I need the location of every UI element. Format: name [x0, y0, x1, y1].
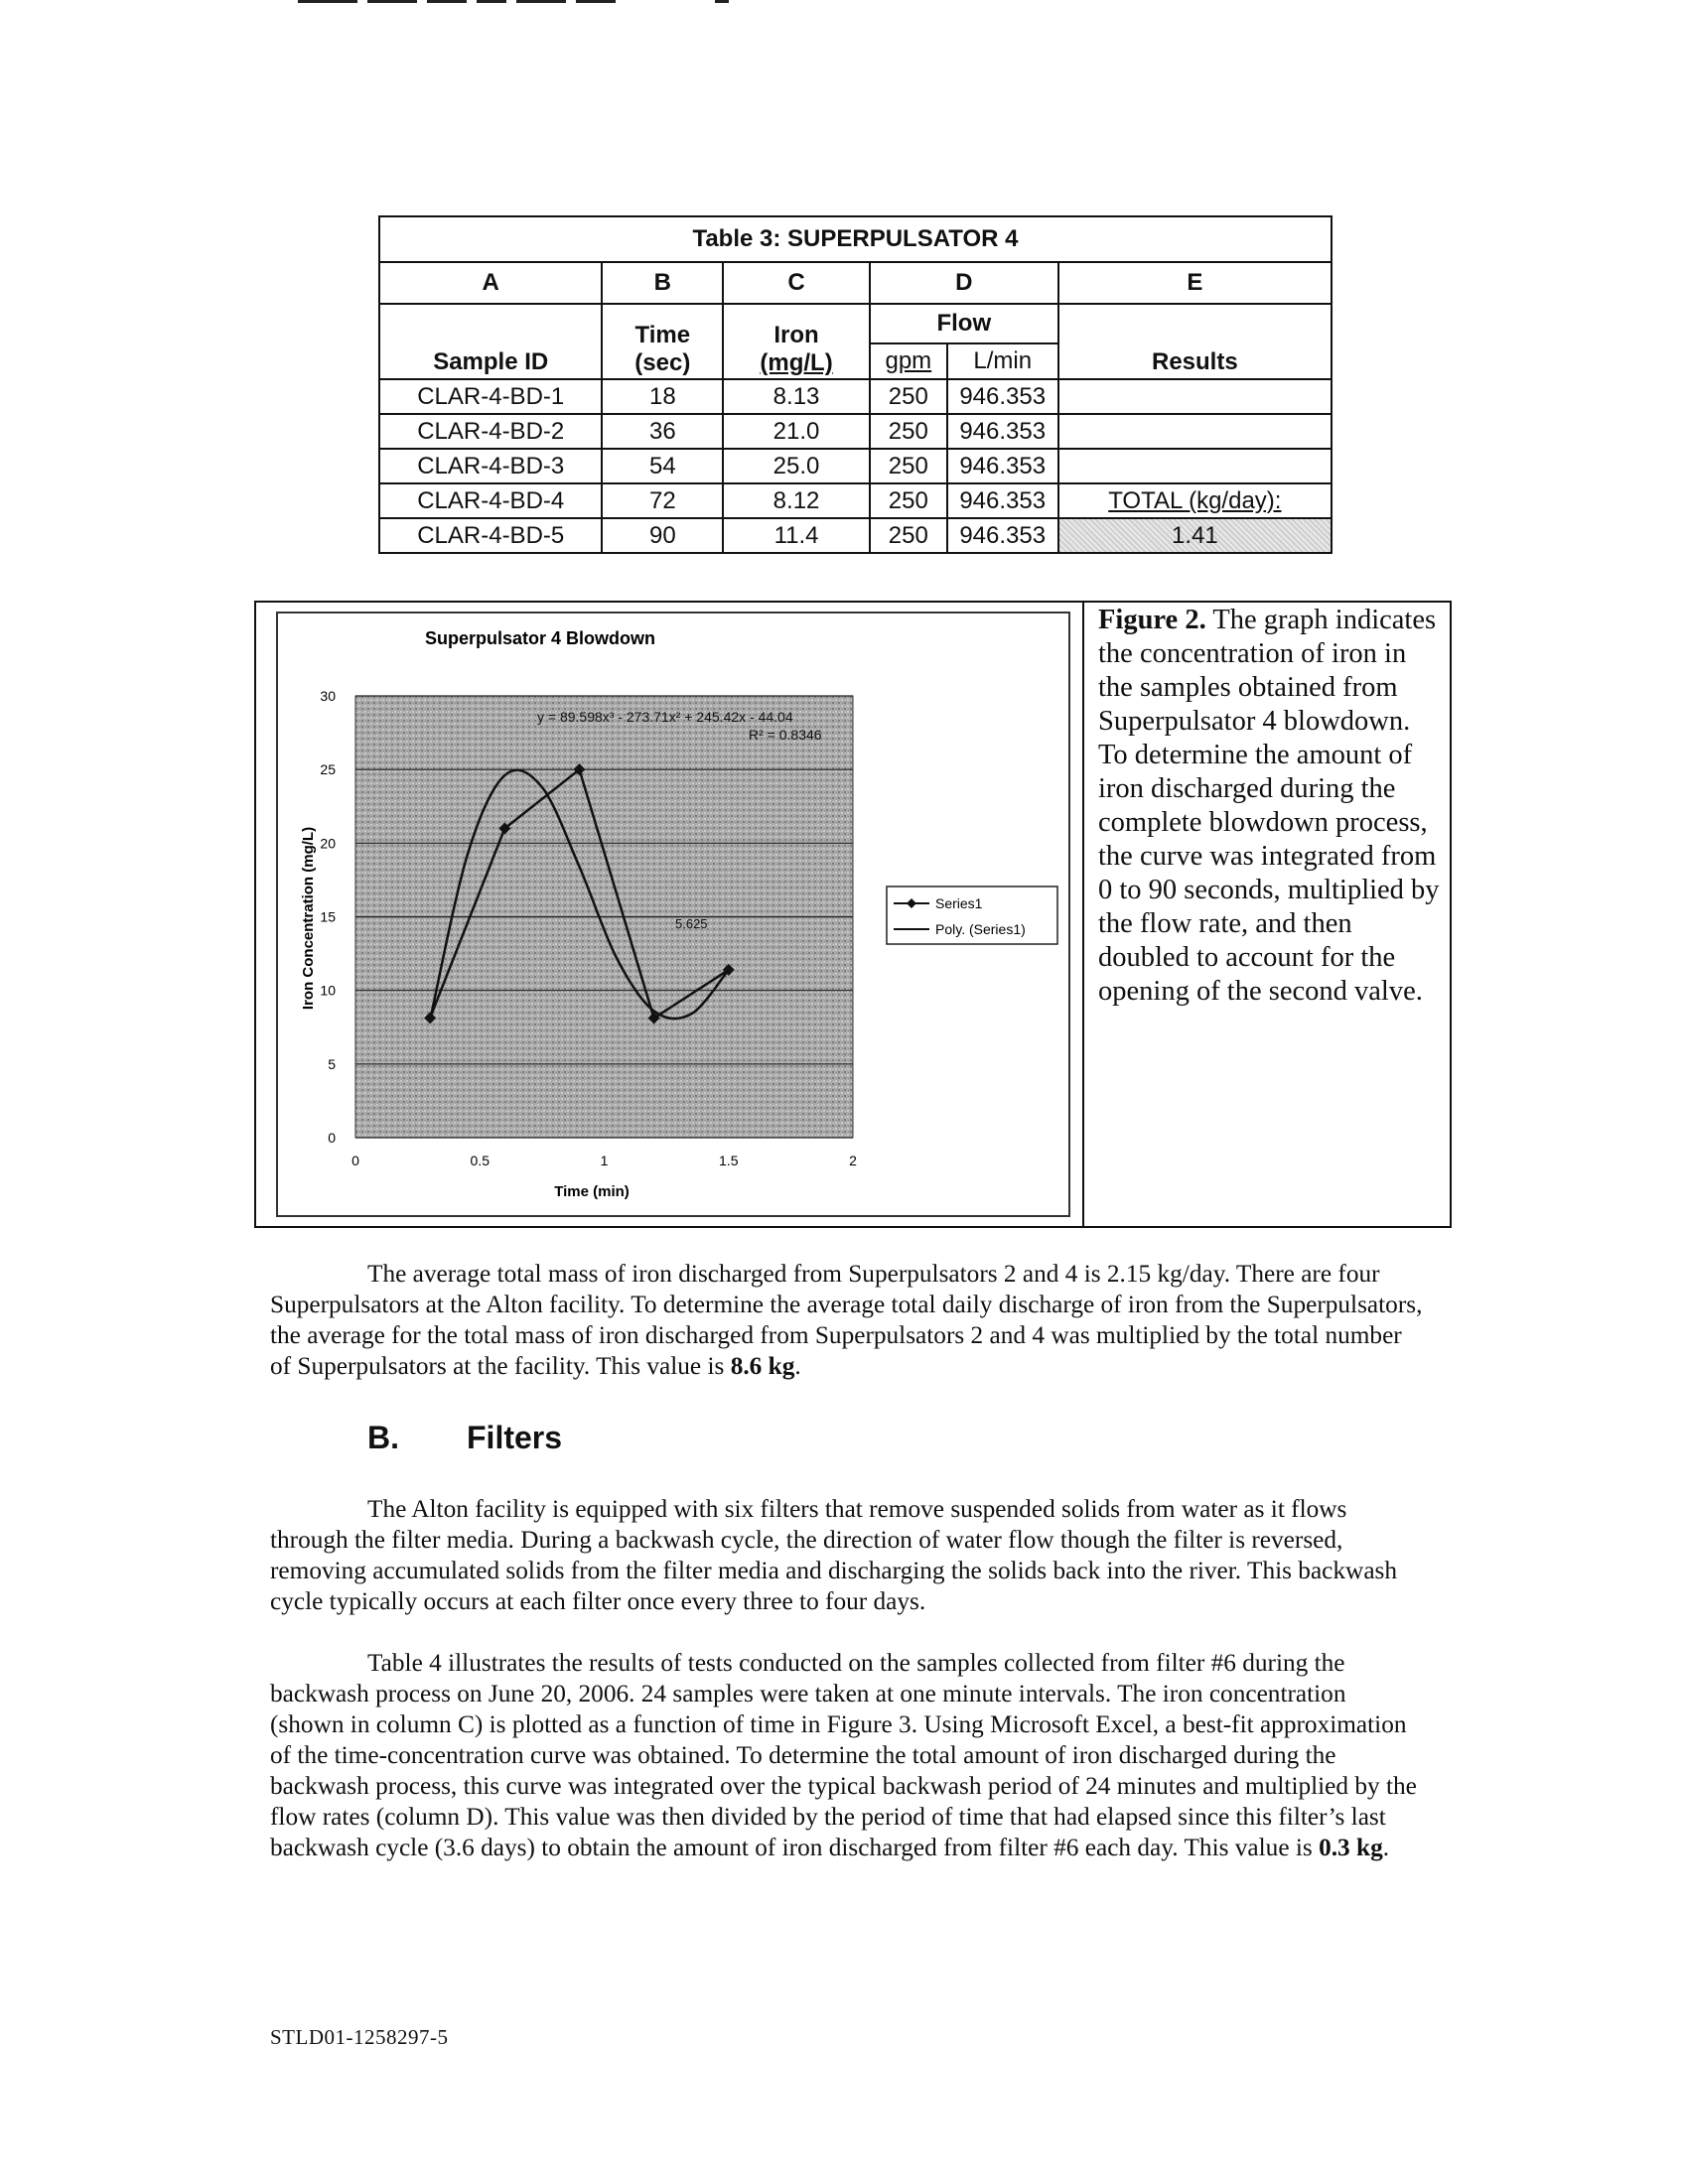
cell-time: 54 [602, 449, 723, 483]
y-tick-label: 20 [320, 835, 336, 852]
x-tick-label: 1.5 [719, 1153, 739, 1168]
y-tick-label: 5 [328, 1055, 336, 1072]
header-sample-id: Sample ID [379, 304, 602, 379]
paragraph-text: Table 4 illustrates the results of tests conducted on the samples collected from filter #6 during the backwash process on June 20, 2006. 24 samples were taken at one minute intervals. The iron concentration (shown in column C) is plotted as a function of time in Figure 3. Using Microsoft Excel, a best-fit approximation of the time-concentration curve was obtained. To determine the total amount of iron discharged during the backwash process, this curve was integrated over the typical backwash period of 24 minutes and multiplied by the flow rates (column D). This value was then divided by the period of time that had elapsed since this filter’s last backwash cycle (3.6 days) to obtain the amount of iron discharged from filter #6 each day. This value is [270, 1649, 1417, 1861]
cell-sample-id: CLAR-4-BD-5 [379, 518, 602, 553]
x-tick-label: 1 [600, 1153, 609, 1168]
cell-total-label: TOTAL (kg/day): [1058, 483, 1332, 518]
table-title: Table 3: SUPERPULSATOR 4 [379, 216, 1332, 262]
cell-iron: 8.13 [723, 379, 870, 414]
section-number: B. [367, 1420, 399, 1455]
column-letter-e: E [1058, 262, 1332, 304]
x-tick-label: 0 [351, 1153, 359, 1168]
footer-doc-id: STLD01-1258297-5 [270, 2025, 449, 2049]
cell-result [1058, 449, 1332, 483]
x-tick-label: 2 [849, 1153, 857, 1168]
chart-title: Superpulsator 4 Blowdown [424, 628, 656, 648]
x-tick-label: 0.5 [470, 1153, 490, 1168]
column-letter-a: A [379, 262, 602, 304]
cell-result [1058, 414, 1332, 449]
y-tick-label: 0 [328, 1130, 336, 1146]
header-time [602, 304, 723, 379]
table-row [379, 483, 1332, 518]
y-tick-label: 25 [320, 761, 336, 778]
cell-sample-id: CLAR-4-BD-2 [379, 414, 602, 449]
caption-text: The graph indicates the concentration of iron in the samples obtained from Superpulsator 4 blowdown. To determine the amount of iron discharged during the complete blowdown process, the curve was integrated from 0 to 90 seconds, multiplied by the flow rate, and then doubled to account for the opening of the second valve. [1098, 605, 1440, 1007]
cell-iron: 25.0 [723, 449, 870, 483]
cell-iron: 21.0 [723, 414, 870, 449]
paragraph-text: The Alton facility is equipped with six filters that remove suspended solids from water as it flows through the filter media. During a backwash cycle, the direction of water flow though the filter is reversed, removing accumulated solids from the filter media and discharging the solids back into the river. This backwash cycle typically occurs at each filter once every three to four days. [270, 1495, 1398, 1615]
cell-sample-id: CLAR-4-BD-1 [379, 379, 602, 414]
header-gpm: gpm [870, 343, 947, 379]
section-heading [367, 1420, 562, 1456]
cell-sample-id: CLAR-4-BD-4 [379, 483, 602, 518]
cell-time: 18 [602, 379, 723, 414]
cell-time: 72 [602, 483, 723, 518]
cell-lmin: 946.353 [947, 518, 1058, 553]
y-axis-label: Iron Concentration (mg/L) [300, 826, 317, 1011]
cell-iron: 11.4 [723, 518, 870, 553]
paragraph-average-mass [270, 1259, 1424, 1382]
paragraph-text: The average total mass of iron discharged from Superpulsators 2 and 4 is 2.15 kg/day. There are four Superpulsators at the Alton facility. To determine the average total daily discharge of iron from the Superpulsators, the average for the total mass of iron discharged from Superpulsators 2 and 4 was multiplied by the total number of Superpulsators at the facility. This value is [270, 1260, 1423, 1380]
trendline-equation: y = 89.598x³ - 273.71x² + 245.42x - 44.04 [537, 709, 793, 725]
header-iron [723, 304, 870, 379]
bold-value: 8.6 kg [730, 1352, 795, 1380]
cell-gpm: 250 [870, 483, 947, 518]
bold-value: 0.3 kg [1319, 1834, 1383, 1861]
x-axis-label: Time (min) [554, 1183, 630, 1200]
header-lmin: L/min [947, 343, 1058, 379]
column-letter-d: D [870, 262, 1058, 304]
paragraph-end: . [794, 1352, 801, 1380]
paragraph-end: . [1382, 1834, 1390, 1861]
header-iron-line1: Iron [773, 322, 819, 348]
iron-concentration-chart [254, 601, 1078, 1226]
cell-sample-id: CLAR-4-BD-3 [379, 449, 602, 483]
table-row [379, 518, 1332, 553]
table-3 [378, 215, 1333, 554]
cell-lmin: 946.353 [947, 449, 1058, 483]
cell-gpm: 250 [870, 518, 947, 553]
chart-annotation: 5.625 [675, 916, 708, 931]
column-letter-c: C [723, 262, 870, 304]
table-row [379, 414, 1332, 449]
column-letter-b: B [602, 262, 723, 304]
legend-series1: Series1 [935, 895, 983, 911]
header-time-line1: Time [634, 322, 691, 348]
x-axis-ticks [351, 1153, 857, 1168]
paragraph-table4 [270, 1648, 1424, 1863]
cell-time: 36 [602, 414, 723, 449]
y-axis-ticks [320, 688, 336, 1146]
trendline-r2: R² = 0.8346 [749, 727, 822, 743]
caption-label: Figure 2. [1098, 605, 1206, 635]
cell-total-value: 1.41 [1058, 518, 1332, 553]
table-row [379, 379, 1332, 414]
cell-time: 90 [602, 518, 723, 553]
figure-divider [1082, 601, 1084, 1228]
legend-poly: Poly. (Series1) [935, 921, 1026, 937]
cell-lmin: 946.353 [947, 414, 1058, 449]
scan-artifact-marks [298, 0, 735, 4]
table-row [379, 449, 1332, 483]
cell-lmin: 946.353 [947, 483, 1058, 518]
y-tick-label: 30 [320, 688, 336, 704]
header-flow: Flow [870, 304, 1058, 343]
y-tick-label: 10 [320, 982, 336, 999]
chart-legend [887, 887, 1057, 944]
cell-lmin: 946.353 [947, 379, 1058, 414]
cell-gpm: 250 [870, 414, 947, 449]
header-iron-line2: (mg/L) [760, 349, 833, 376]
cell-result [1058, 379, 1332, 414]
y-tick-label: 15 [320, 908, 336, 925]
cell-iron: 8.12 [723, 483, 870, 518]
cell-gpm: 250 [870, 379, 947, 414]
cell-gpm: 250 [870, 449, 947, 483]
header-time-line2: (sec) [634, 349, 691, 376]
figure-caption [1098, 604, 1446, 1009]
paragraph-filters [270, 1494, 1424, 1617]
section-title: Filters [467, 1420, 563, 1455]
header-results: Results [1058, 304, 1332, 379]
